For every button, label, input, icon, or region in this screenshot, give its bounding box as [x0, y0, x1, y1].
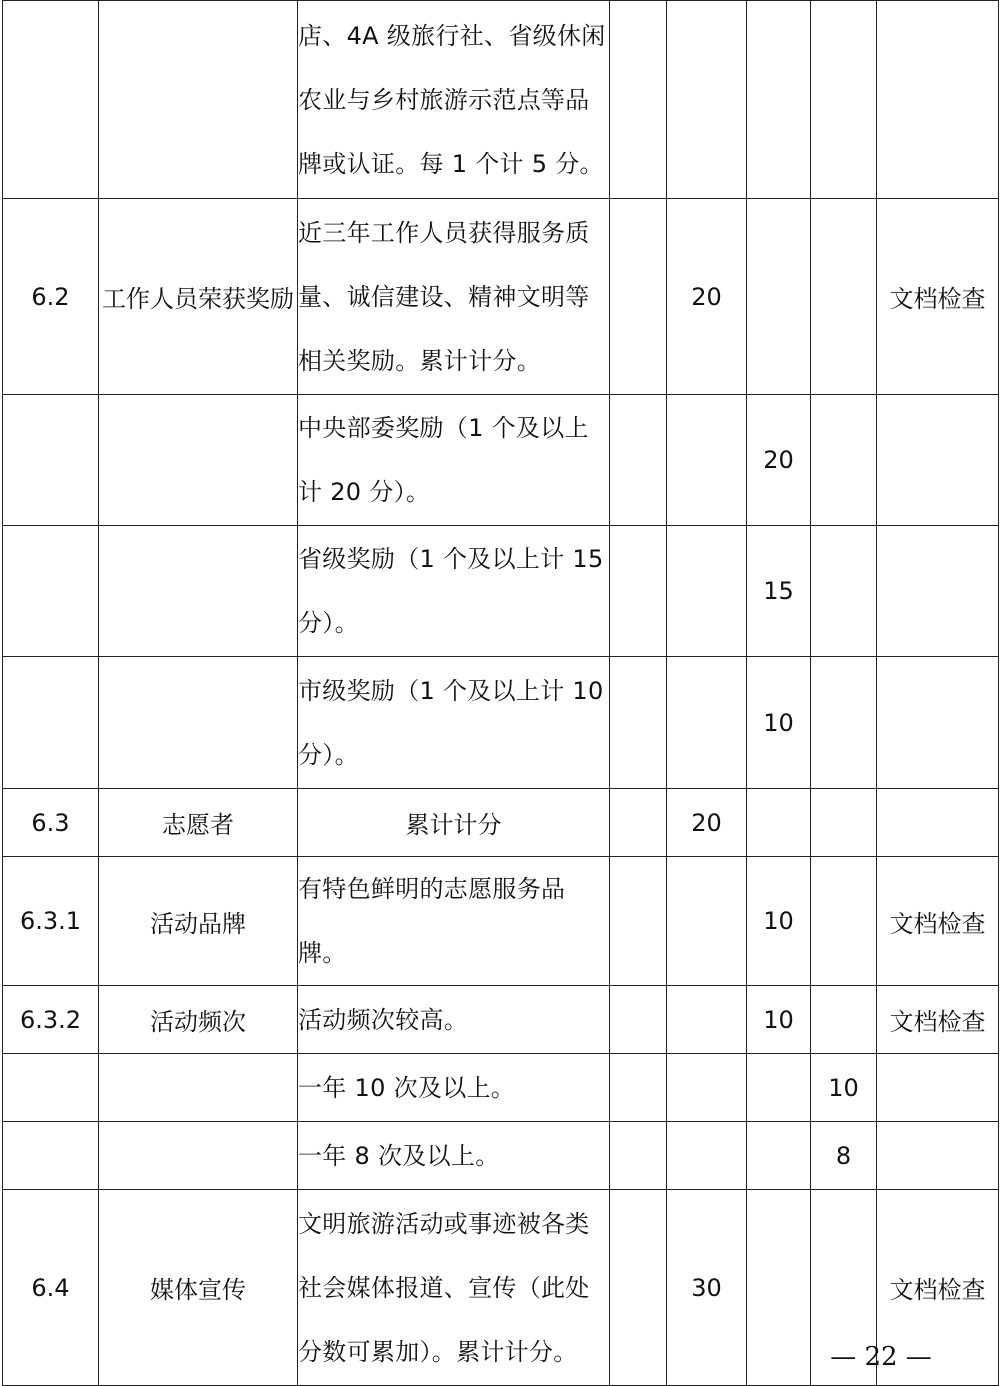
sub-score-cell [747, 1054, 811, 1122]
table-row [3, 1122, 999, 1190]
row-number-cell [3, 1, 99, 199]
item-score-cell [667, 526, 747, 657]
check-method-cell: 文档检查 [877, 857, 999, 986]
blank-cell [610, 857, 667, 986]
row-number-cell [3, 657, 99, 789]
item-score-cell: 30 [667, 1190, 747, 1386]
sub-score-cell: 10 [747, 857, 811, 986]
item-name-cell [99, 395, 298, 526]
description-cell: 一年 8 次及以上。 [298, 1122, 610, 1190]
detail-score-cell [811, 1, 877, 199]
item-name-cell [99, 1, 298, 199]
description-cell: 近三年工作人员获得服务质量、诚信建设、精神文明等相关奖励。累计计分。 [298, 199, 610, 395]
detail-score-cell: 8 [811, 1122, 877, 1190]
check-method-cell [877, 526, 999, 657]
blank-cell [610, 395, 667, 526]
item-score-cell [667, 986, 747, 1054]
item-name-cell [99, 1054, 298, 1122]
sub-score-cell: 10 [747, 986, 811, 1054]
detail-score-cell [811, 526, 877, 657]
sub-score-cell [747, 1190, 811, 1386]
detail-score-cell [811, 657, 877, 789]
check-method-cell: 文档检查 [877, 1190, 999, 1386]
row-number-cell [3, 526, 99, 657]
item-score-cell: 20 [667, 199, 747, 395]
table-row [3, 789, 999, 857]
item-name-cell: 工作人员荣获奖励 [99, 199, 298, 395]
table-row [3, 395, 999, 526]
row-number-cell: 6.3.1 [3, 857, 99, 986]
check-method-cell: 文档检查 [877, 986, 999, 1054]
blank-cell [610, 1190, 667, 1386]
item-score-cell: 20 [667, 789, 747, 857]
table-row [3, 526, 999, 657]
sub-score-cell [747, 789, 811, 857]
item-score-cell [667, 1122, 747, 1190]
item-name-cell: 活动品牌 [99, 857, 298, 986]
description-cell: 活动频次较高。 [298, 986, 610, 1054]
blank-cell [610, 1054, 667, 1122]
sub-score-cell [747, 1, 811, 199]
blank-cell [610, 1, 667, 199]
description-cell: 累计计分 [298, 789, 610, 857]
table-row [3, 986, 999, 1054]
check-method-cell [877, 789, 999, 857]
item-name-cell [99, 1122, 298, 1190]
blank-cell [610, 657, 667, 789]
item-score-cell [667, 1, 747, 199]
item-name-cell: 活动频次 [99, 986, 298, 1054]
blank-cell [610, 1122, 667, 1190]
item-name-cell [99, 657, 298, 789]
row-number-cell: 6.3.2 [3, 986, 99, 1054]
description-cell: 店、4A 级旅行社、省级休闲农业与乡村旅游示范点等品牌或认证。每 1 个计 5 分。 [298, 1, 610, 199]
description-cell: 省级奖励（1 个及以上计 15 分）。 [298, 526, 610, 657]
blank-cell [610, 526, 667, 657]
detail-score-cell [811, 986, 877, 1054]
check-method-cell [877, 1, 999, 199]
description-cell: 市级奖励（1 个及以上计 10 分）。 [298, 657, 610, 789]
detail-score-cell [811, 857, 877, 986]
table-row [3, 1054, 999, 1122]
row-number-cell: 6.3 [3, 789, 99, 857]
item-score-cell [667, 395, 747, 526]
sub-score-cell: 20 [747, 395, 811, 526]
check-method-cell [877, 1054, 999, 1122]
blank-cell [610, 986, 667, 1054]
item-name-cell [99, 526, 298, 657]
check-method-cell [877, 657, 999, 789]
sub-score-cell [747, 1122, 811, 1190]
check-method-cell: 文档检查 [877, 199, 999, 395]
description-cell: 一年 10 次及以上。 [298, 1054, 610, 1122]
sub-score-cell: 10 [747, 657, 811, 789]
table-row [3, 1, 999, 199]
page-number: — 22 — [830, 1342, 932, 1372]
check-method-cell [877, 395, 999, 526]
scoring-table [2, 0, 999, 1386]
blank-cell [610, 789, 667, 857]
detail-score-cell [811, 199, 877, 395]
table-row [3, 657, 999, 789]
detail-score-cell: 10 [811, 1054, 877, 1122]
sub-score-cell: 15 [747, 526, 811, 657]
item-name-cell: 媒体宣传 [99, 1190, 298, 1386]
item-score-cell [667, 857, 747, 986]
row-number-cell: 6.4 [3, 1190, 99, 1386]
detail-score-cell [811, 789, 877, 857]
description-cell: 文明旅游活动或事迹被各类社会媒体报道、宣传（此处分数可累加）。累计计分。 [298, 1190, 610, 1386]
row-number-cell [3, 1054, 99, 1122]
sub-score-cell [747, 199, 811, 395]
row-number-cell [3, 395, 99, 526]
table-row [3, 199, 999, 395]
check-method-cell [877, 1122, 999, 1190]
description-cell: 有特色鲜明的志愿服务品牌。 [298, 857, 610, 986]
description-cell: 中央部委奖励（1 个及以上计 20 分）。 [298, 395, 610, 526]
item-name-cell: 志愿者 [99, 789, 298, 857]
blank-cell [610, 199, 667, 395]
row-number-cell: 6.2 [3, 199, 99, 395]
item-score-cell [667, 657, 747, 789]
item-score-cell [667, 1054, 747, 1122]
detail-score-cell [811, 395, 877, 526]
row-number-cell [3, 1122, 99, 1190]
table-row [3, 857, 999, 986]
